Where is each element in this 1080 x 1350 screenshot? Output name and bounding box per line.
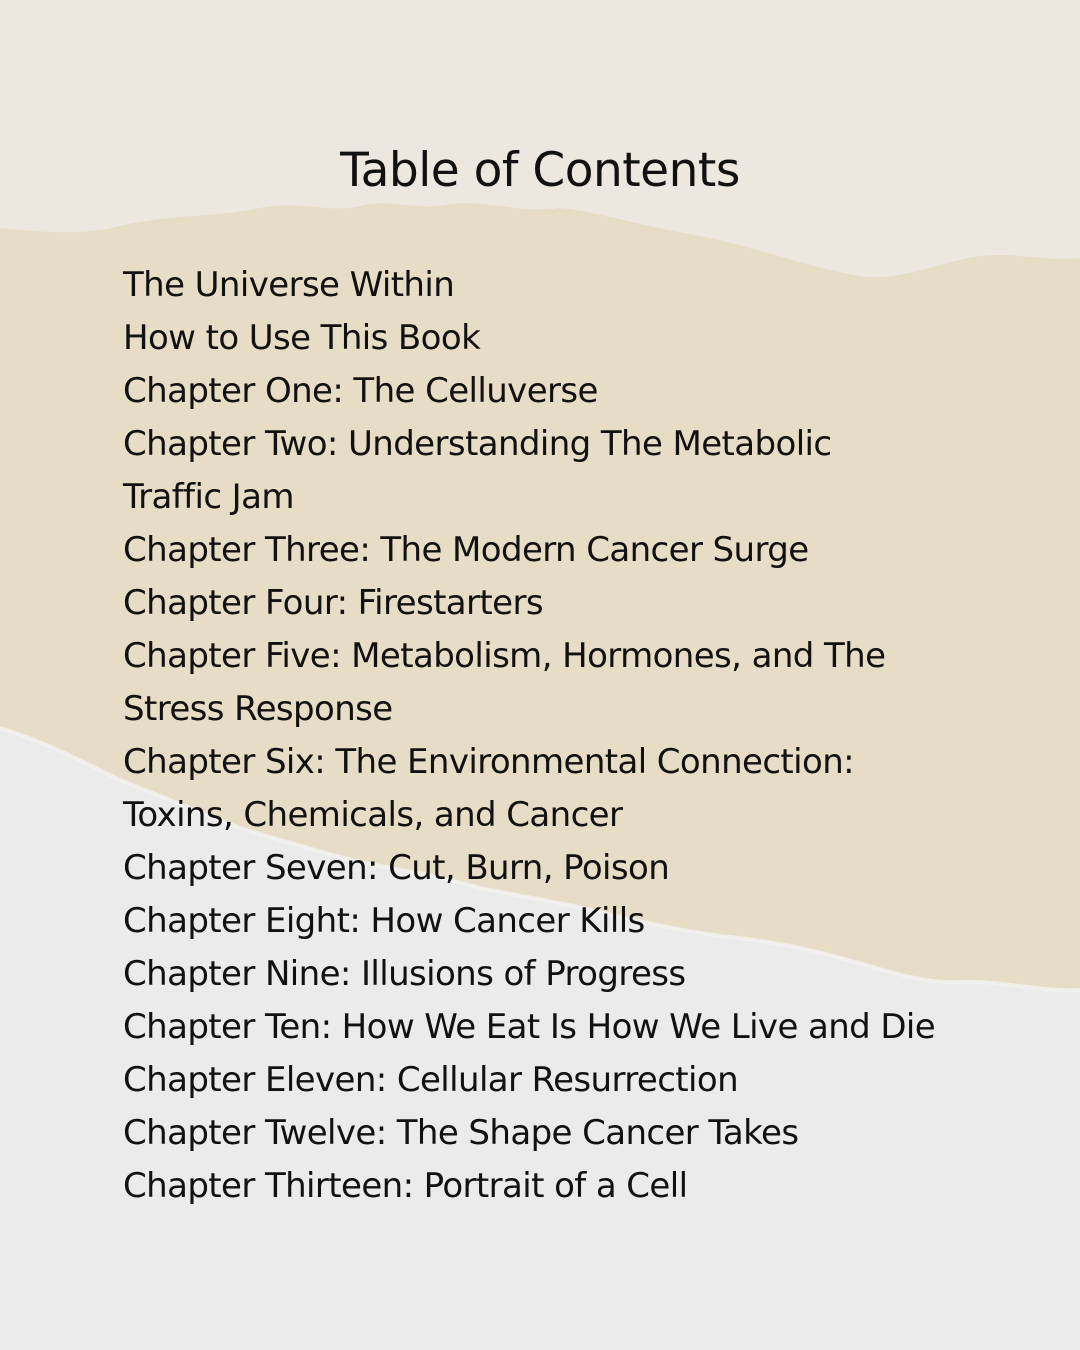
toc-entry-line: Chapter Seven: Cut, Burn, Poison (123, 848, 670, 888)
toc-entry-line: Chapter Six: The Environmental Connection: (123, 742, 855, 782)
toc-entry-line: Chapter Five: Metabolism, Hormones, and The (123, 636, 886, 676)
toc-entry (123, 524, 1003, 577)
toc-entry (123, 1054, 1003, 1107)
toc-entry-line: Chapter Four: Firestarters (123, 583, 543, 623)
toc-entry (123, 1160, 1003, 1213)
toc-entry-line: Chapter One: The Celluverse (123, 371, 598, 411)
toc-entry-line: Chapter Ten: How We Eat Is How We Live and Die (123, 1007, 936, 1047)
toc-entry-line: Chapter Two: Understanding The Metabolic (123, 424, 832, 464)
toc-entry-line: Chapter Thirteen: Portrait of a Cell (123, 1166, 688, 1206)
toc-entry (123, 312, 1003, 365)
toc-entry (123, 1001, 1003, 1054)
toc-entry (123, 365, 1003, 418)
toc-entry (123, 259, 1003, 312)
toc-entry-line: Chapter Eight: How Cancer Kills (123, 901, 645, 941)
toc-entry (123, 630, 1003, 736)
toc-entry-line: Chapter Three: The Modern Cancer Surge (123, 530, 809, 570)
toc-entry (123, 736, 1003, 842)
table-of-contents (123, 259, 1003, 1213)
toc-entry-line: The Universe Within (123, 265, 455, 305)
toc-entry-line: How to Use This Book (123, 318, 481, 358)
toc-entry-line: Stress Response (123, 689, 393, 729)
toc-entry (123, 1107, 1003, 1160)
toc-entry-line: Toxins, Chemicals, and Cancer (123, 795, 623, 835)
toc-entry-line: Chapter Nine: Illusions of Progress (123, 954, 686, 994)
toc-entry (123, 895, 1003, 948)
toc-entry-line: Chapter Twelve: The Shape Cancer Takes (123, 1113, 799, 1153)
toc-entry (123, 842, 1003, 895)
toc-entry-line: Chapter Eleven: Cellular Resurrection (123, 1060, 739, 1100)
page-title: Table of Contents (340, 143, 740, 198)
toc-entry (123, 577, 1003, 630)
toc-entry (123, 418, 1003, 524)
toc-entry-line: Traffic Jam (123, 477, 294, 517)
toc-entry (123, 948, 1003, 1001)
